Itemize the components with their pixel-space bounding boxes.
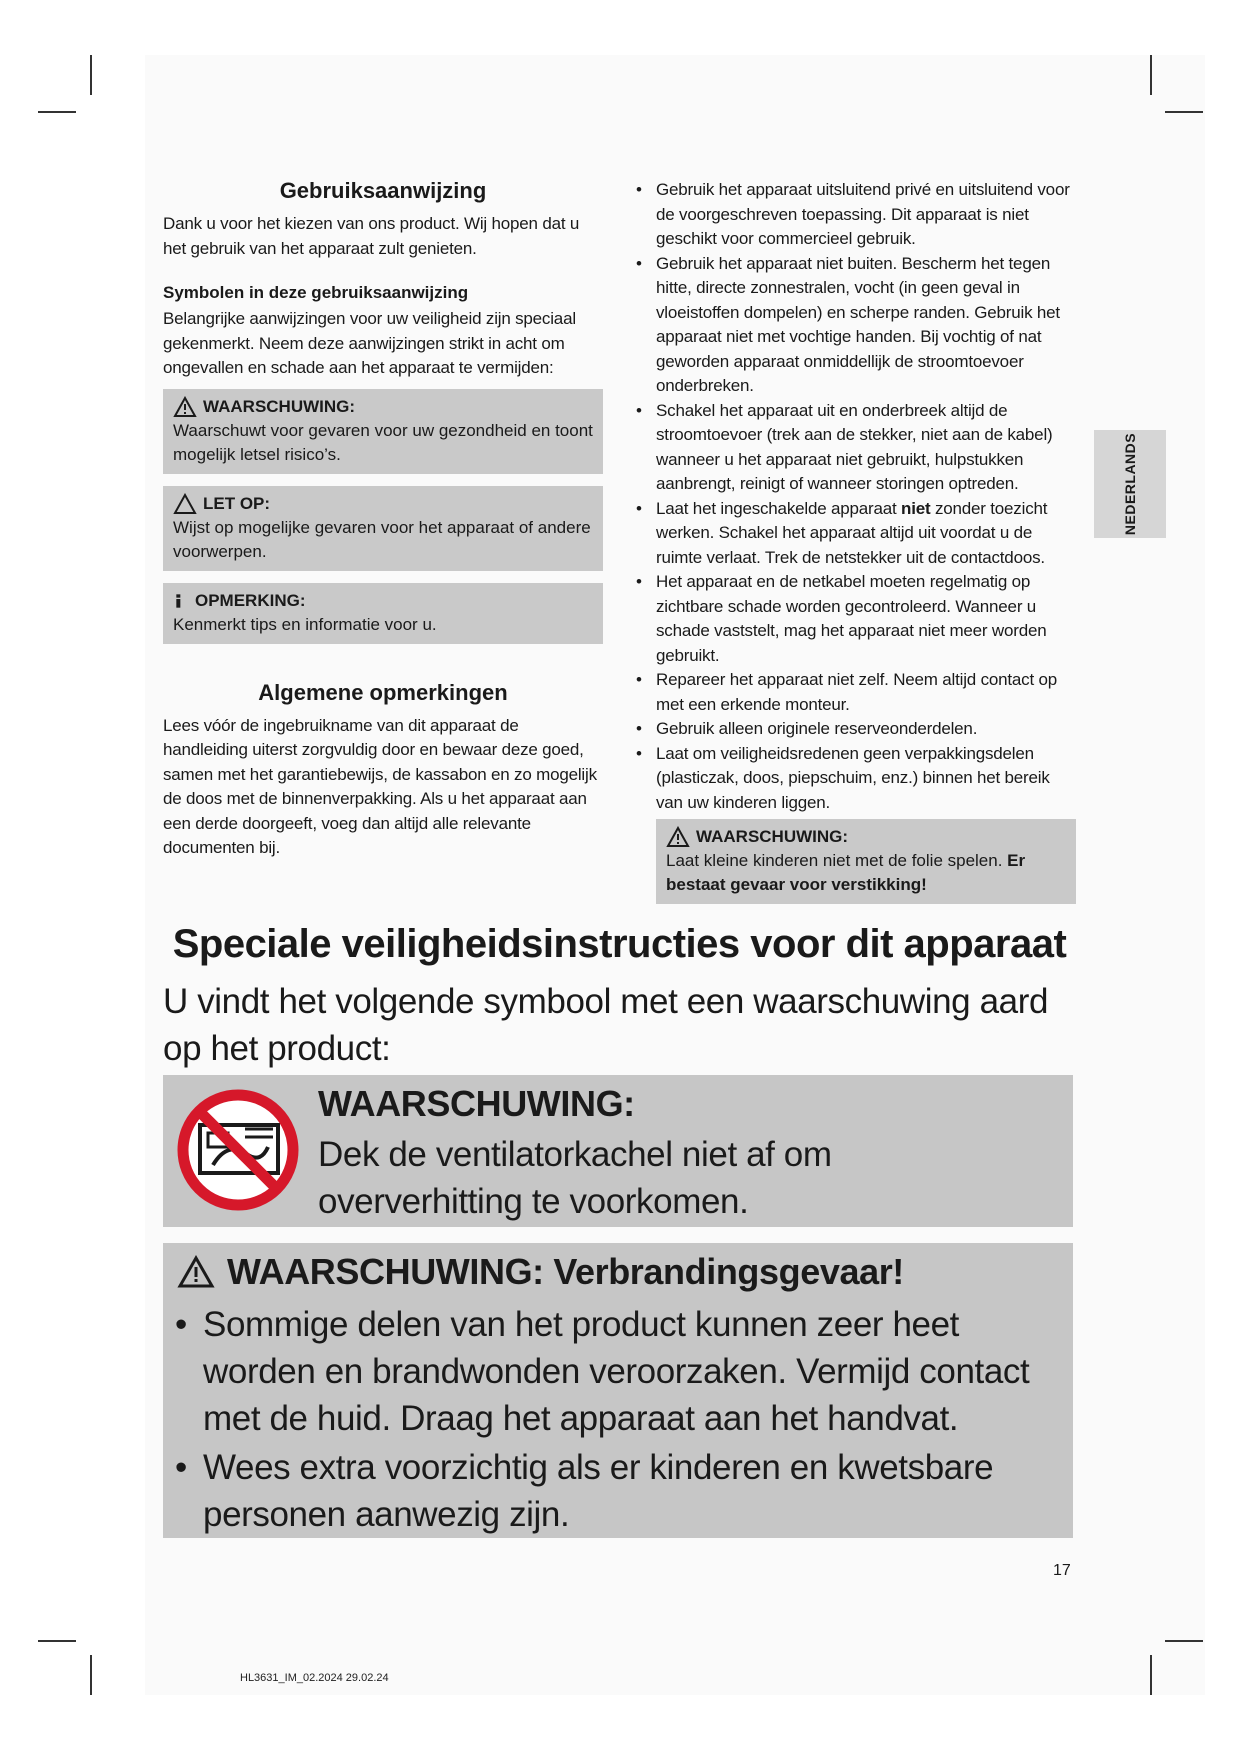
- crop-mark: [90, 1655, 92, 1695]
- suffocation-warning-emphasis: Er bestaat gevaar voor verstikking!: [666, 851, 1026, 894]
- caution-triangle-icon: [173, 493, 197, 515]
- list-item: • Laat het ingeschakelde apparaat niet zonder toezicht werken. Schakel het apparaat altijd uit voordat u de ruimte verlaat. Trek de netstekker uit de contactdoos.: [634, 497, 1076, 571]
- cover-warning-text: Dek de ventilatorkachel niet af om oververhitting te voorkomen.: [318, 1135, 832, 1221]
- safety-bullet-list: [634, 178, 1076, 815]
- crop-mark: [38, 1640, 76, 1642]
- language-tab-label: NEDERLANDS: [1122, 432, 1138, 536]
- crop-mark: [38, 111, 76, 113]
- list-item: • Sommige delen van het product kunnen zeer heet worden en brandwonden veroorzaken. Vermijd contact met de huid. Draag het apparaat aan het handvat.: [175, 1301, 1055, 1442]
- caution-note-text: Wijst op mogelijke gevaren voor het apparaat of andere voorwerpen.: [173, 517, 591, 561]
- suffocation-warning-title: WAARSCHUWING:: [696, 827, 849, 846]
- crop-mark: [90, 55, 92, 95]
- info-note: [163, 583, 603, 644]
- list-item: • Gebruik het apparaat niet buiten. Bescherm het tegen hitte, directe zonnestralen, vocht (in geen geval in vloeistoffen dompelen) en scherpe randen. Gebruik het apparaat niet met vochtige handen. Bij vochtig of nat geworden apparaat onmiddellijk de stroomtoevoer onderbreken.: [634, 252, 1076, 399]
- left-column: [163, 178, 603, 861]
- crop-mark: [1150, 1655, 1152, 1695]
- list-item: • Gebruik alleen originele reserveonderdelen.: [634, 717, 1076, 742]
- footer-code: HL3631_IM_02.2024 29.02.24: [240, 1672, 389, 1684]
- cover-warning-title: WAARSCHUWING:: [318, 1083, 635, 1124]
- info-note-text: Kenmerkt tips en informatie voor u.: [173, 614, 437, 634]
- warning-triangle-icon: [177, 1255, 215, 1289]
- crop-mark: [1150, 55, 1152, 95]
- burn-warning-list: [175, 1301, 1055, 1540]
- list-item: • Wees extra voorzichtig als er kinderen en kwetsbare personen aanwezig zijn.: [175, 1444, 1055, 1538]
- burn-warning-title: WAARSCHUWING: Verbrandingsgevaar!: [227, 1251, 904, 1292]
- warning-triangle-icon: [173, 396, 197, 418]
- warning-note-title: WAARSCHUWING:: [203, 396, 356, 416]
- symbols-heading: Symbolen in deze gebruiksaanwijzing: [163, 283, 469, 302]
- list-item: • Het apparaat en de netkabel moeten regelmatig op zichtbare schade worden gecontroleerd. Wanneer u schade vaststelt, mag het apparaat niet meer worden gebruikt.: [634, 570, 1076, 668]
- warning-note: [163, 389, 603, 474]
- list-item: • Gebruik het apparaat uitsluitend privé en uitsluitend voor de voorgeschreven toepassing. Dit apparaat is niet geschikt voor commercieel gebruik.: [634, 178, 1076, 252]
- list-item: • Repareer het apparaat niet zelf. Neem altijd contact op met een erkende monteur.: [634, 668, 1076, 717]
- general-heading: Algemene opmerkingen: [258, 679, 508, 705]
- language-tab: [1094, 430, 1166, 538]
- caution-note-title: LET OP:: [203, 493, 271, 513]
- cover-warning-box: [163, 1075, 1073, 1227]
- list-item: • Schakel het apparaat uit en onderbreek altijd de stroomtoevoer (trek aan de stekker, niet aan de kabel) wanneer u het apparaat niet gebruikt, hulpstukken aanbrengt, reinigt of wanneer storingen optreden.: [634, 399, 1076, 497]
- warning-triangle-icon: [666, 826, 690, 848]
- special-safety-intro: U vindt het volgende symbool met een waarschuwing aard op het product:: [163, 982, 1049, 1068]
- suffocation-warning-text: Laat kleine kinderen niet met de folie spelen.: [666, 851, 1008, 870]
- page-number: 17: [1053, 1562, 1071, 1579]
- warning-note-text: Waarschuwt voor gevaren voor uw gezondheid en toont mogelijk letsel risico’s.: [173, 420, 593, 464]
- manual-title: Gebruiksaanwijzing: [279, 178, 487, 203]
- general-text: Lees vóór de ingebruikname van dit apparaat de handleiding uiterst zorgvuldig door en bewaar deze goed, samen met het garantiebewijs, de kassabon en zo mogelijk de doos met de binnenverpakking. Als u het apparaat aan een derde doorgeeft, voeg dan altijd alle relevante documenten bij.: [163, 715, 597, 857]
- crop-mark: [1165, 111, 1203, 113]
- intro-text: Dank u voor het kiezen van ons product. Wij hopen dat u het gebruik van het apparaat zult genieten.: [163, 214, 580, 258]
- list-item: • Laat om veiligheidsredenen geen verpakkingsdelen (plasticzak, doos, piepschuim, enz.) binnen het bereik van uw kinderen liggen.: [634, 742, 1076, 816]
- special-safety-title: Speciale veiligheidsinstructies voor dit apparaat: [172, 922, 1067, 966]
- right-column: [634, 178, 1076, 904]
- symbols-text: Belangrijke aanwijzingen voor uw veiligheid zijn speciaal gekenmerkt. Neem deze aanwijzingen strikt in acht om ongevallen en schade aan het apparaat te vermijden:: [163, 309, 576, 377]
- info-note-title: OPMERKING:: [195, 590, 306, 610]
- do-not-cover-icon: [173, 1085, 303, 1215]
- suffocation-warning-box: [656, 819, 1076, 904]
- info-icon: [173, 590, 189, 612]
- crop-mark: [1165, 1640, 1203, 1642]
- caution-note: [163, 486, 603, 571]
- burn-warning-box: [163, 1243, 1073, 1538]
